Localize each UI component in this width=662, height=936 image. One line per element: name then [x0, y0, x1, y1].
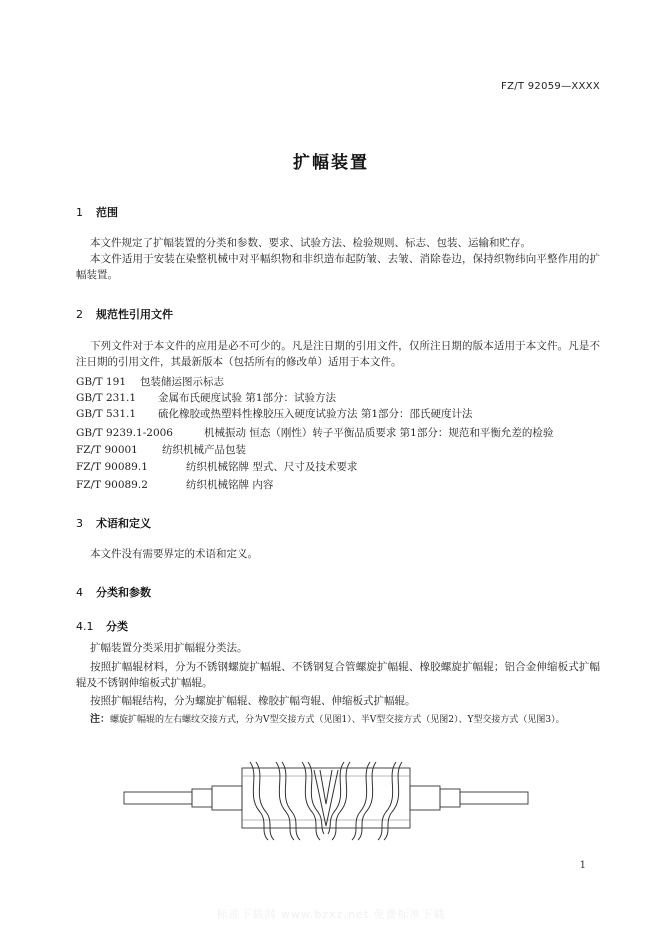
section-title: 分类和参数 — [96, 586, 151, 599]
section-title: 分类 — [106, 620, 128, 633]
classification-paragraph-1: 扩幅装置分类采用扩幅辊分类法。 — [90, 642, 248, 654]
section-title: 术语和定义 — [96, 517, 151, 530]
reference-code: GB/T 191 — [76, 376, 127, 388]
reference-code: GB/T 531.1 — [76, 408, 137, 420]
reference-title: 纺织机械铭牌 型式、尺寸及技术要求 — [186, 461, 358, 473]
section-number: 2 — [76, 308, 83, 321]
reference-title: 金属布氏硬度试验 第1部分：试验方法 — [158, 392, 337, 404]
reference-code: GB/T 231.1 — [76, 392, 137, 404]
spiral-expander-roller-icon — [110, 756, 550, 842]
reference-item — [76, 425, 553, 441]
section-number: 1 — [76, 206, 83, 219]
section-3-heading — [76, 515, 151, 531]
classification-note — [90, 712, 600, 728]
reference-code: FZ/T 90089.2 — [76, 479, 148, 491]
section-number: 3 — [76, 517, 83, 530]
terms-paragraph: 本文件没有需要界定的术语和定义。 — [90, 548, 258, 560]
reference-item — [76, 477, 273, 493]
reference-item — [76, 459, 357, 475]
page-title: 扩幅装置 — [293, 153, 369, 173]
reference-title: 纺织机械产品包装 — [162, 444, 246, 456]
section-title: 规范性引用文件 — [96, 308, 173, 321]
reference-title: 硫化橡胶或热塑料性橡胶压入硬度试验方法 第1部分：邵氏硬度计法 — [158, 408, 473, 420]
note-text: 螺旋扩幅辊的左右螺纹交接方式，分为V型交接方式（见图1）、半V型交接方式（见图2）、Y型交接方式（见图3）。 — [110, 715, 565, 725]
classification-paragraph-3: 按照扩幅辊结构，分为螺旋扩幅辊、橡胶扩幅弯辊、伸缩板式扩幅辊。 — [90, 695, 416, 707]
section-title: 范围 — [96, 206, 118, 219]
page-number: 1 — [579, 860, 586, 871]
spiral-expander-roller-figure — [110, 756, 550, 846]
document-code: FZ/T 92059—XXXX — [501, 81, 600, 92]
reference-code: GB/T 9239.1-2006 — [76, 427, 173, 439]
scope-paragraph-2: 本文件适用于安装在染整机械中对平幅织物和非织造布起防皱、去皱、消除卷边，保持织物纬向平整作用的扩幅装置。 — [76, 253, 600, 281]
watermark: 标准下载网 www.bzxz.net 免费标准下载 — [216, 908, 446, 921]
reference-code: FZ/T 90001 — [76, 444, 138, 456]
reference-title: 机械振动 恒态（刚性）转子平衡品质要求 第1部分：规范和平衡允差的检验 — [204, 427, 554, 439]
section-number: 4 — [76, 586, 83, 599]
normative-intro: 下列文件对于本文件的应用是必不可少的。凡是注日期的引用文件，仅所注日期的版本适用于本文件。凡是不注日期的引用文件，其最新版本（包括所有的修改单）适用于本文件。 — [76, 340, 600, 368]
reference-item — [76, 406, 473, 422]
section-number: 4.1 — [76, 620, 94, 633]
reference-code: FZ/T 90089.1 — [76, 461, 148, 473]
section-2-heading — [76, 306, 173, 322]
section-4-heading — [76, 584, 151, 600]
reference-title: 包装储运图示标志 — [140, 376, 224, 388]
reference-item — [76, 390, 336, 406]
reference-item — [76, 374, 224, 390]
scope-paragraph-1: 本文件规定了扩幅装置的分类和参数、要求、试验方法、检验规则、标志、包装、运输和贮存。 — [90, 237, 531, 249]
note-label: 注： — [90, 714, 110, 725]
section-4-1-heading — [76, 618, 128, 634]
classification-paragraph-2: 按照扩幅辊材料，分为不锈钢螺旋扩幅辊、不锈钢复合管螺旋扩幅辊、橡胶螺旋扩幅辊；铝合金伸缩板式扩幅辊及不锈钢伸缩板式扩幅辊。 — [76, 661, 600, 689]
section-1-heading — [76, 204, 118, 220]
reference-title: 纺织机械铭牌 内容 — [186, 479, 274, 491]
reference-item — [76, 442, 246, 458]
